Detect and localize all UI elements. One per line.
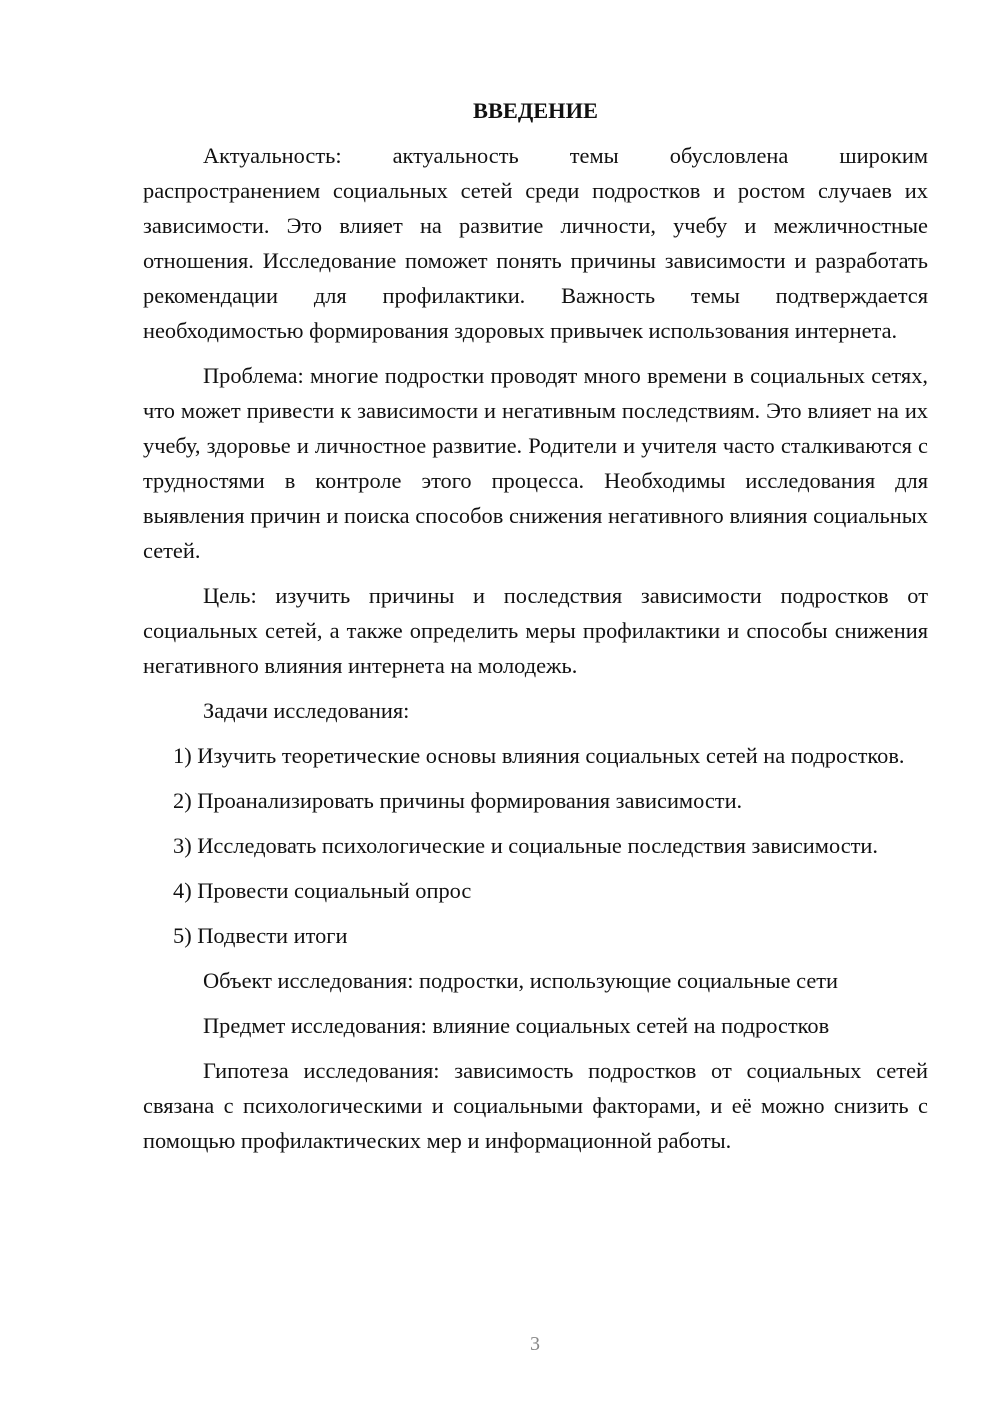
document-title: ВВЕДЕНИЕ <box>473 98 598 123</box>
paragraph-goal: Цель: изучить причины и последствия зависимости подростков от социальных сетей, а также определить меры профилактики и способы снижения негативного влияния интернета на молодежь. <box>143 583 928 678</box>
task-item-2: 2) Проанализировать причины формирования зависимости. <box>173 788 743 813</box>
research-object: Объект исследования: подростки, использующие социальные сети <box>203 968 839 993</box>
research-subject: Предмет исследования: влияние социальных сетей на подростков <box>203 1013 830 1038</box>
page-number: 3 <box>530 1333 540 1355</box>
task-item-5: 5) Подвести итоги <box>173 923 348 948</box>
research-hypothesis: Гипотеза исследования: зависимость подростков от социальных сетей связана с психологическими и социальными факторами, и её можно снизить с помощью профилактических мер и информационной работы. <box>143 1058 928 1153</box>
document-page <box>143 96 928 1168</box>
task-item-4: 4) Провести социальный опрос <box>173 878 472 903</box>
paragraph-relevance: Актуальность: актуальность темы обусловлена широким распространением социальных сетей среди подростков и ростом случаев их зависимости. Это влияет на развитие личности, учебу и межличностные отношения. Исследование поможет понять причины зависимости и разработать рекомендации для профилактики. Важность темы подтверждается необходимостью формирования здоровых привычек использования интернета. <box>143 143 928 343</box>
paragraph-problem: Проблема: многие подростки проводят много времени в социальных сетях, что может привести к зависимости и негативным последствиям. Это влияет на их учебу, здоровье и личностное развитие. Родители и учителя часто сталкиваются с трудностями в контроле этого процесса. Необходимы исследования для выявления причин и поиска способов снижения негативного влияния социальных сетей. <box>143 363 928 563</box>
task-item-1: 1) Изучить теоретические основы влияния социальных сетей на подростков. <box>173 743 905 768</box>
task-item-3: 3) Исследовать психологические и социальные последствия зависимости. <box>173 833 878 858</box>
tasks-heading: Задачи исследования: <box>203 698 410 723</box>
